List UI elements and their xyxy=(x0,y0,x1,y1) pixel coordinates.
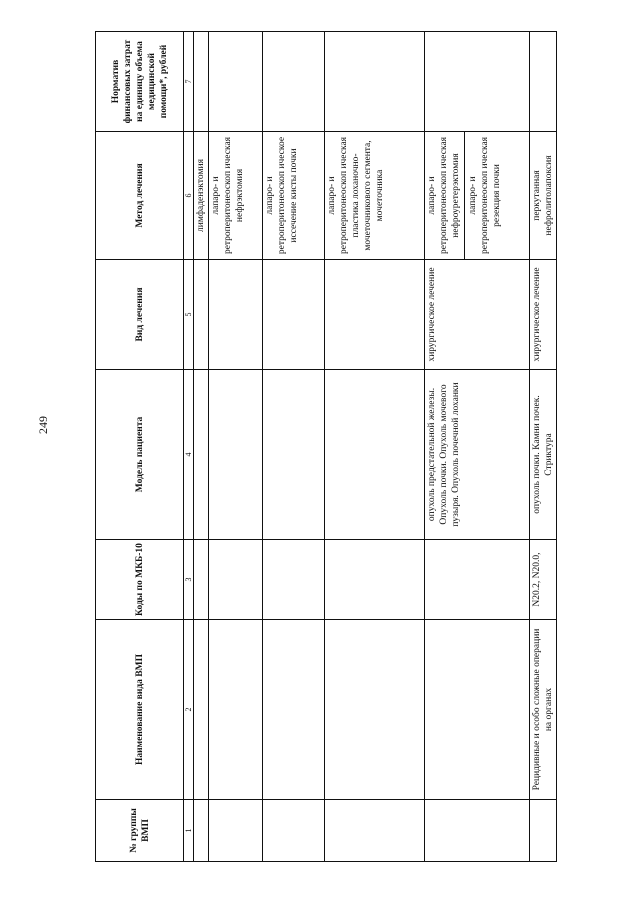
header-codes: Коды по МКБ-10 xyxy=(96,540,184,620)
cell-name xyxy=(325,620,425,800)
header-name: Наименование вида ВМП xyxy=(96,620,184,800)
cell-model: опухоль почки. Камни почек. Стриктура xyxy=(530,370,557,540)
cell-codes xyxy=(425,540,530,620)
cell-type xyxy=(209,260,263,370)
cell-name xyxy=(194,620,209,800)
header-row xyxy=(96,32,184,862)
cell-type xyxy=(325,260,425,370)
cell-cost xyxy=(263,32,325,132)
header-type: Вид лечения xyxy=(96,260,184,370)
cell-method: лапаро- и ретроперитонеоскоп ическое иссечение кисты почки xyxy=(263,132,325,260)
cell-codes xyxy=(325,540,425,620)
cell-cost xyxy=(209,32,263,132)
cell-model xyxy=(263,370,325,540)
cell-method: лапаро- и ретроперитонеоскоп ическая нефрэктомия xyxy=(209,132,263,260)
cell-type: хирургическое лечение xyxy=(425,260,530,370)
cell-method xyxy=(425,132,530,260)
page-number: 249 xyxy=(36,416,50,434)
table-row xyxy=(209,32,263,862)
table-row xyxy=(325,32,425,862)
cell-group xyxy=(209,800,263,862)
cell-name: Рецидивные и особо сложные операции на органах xyxy=(530,620,557,800)
table-row xyxy=(425,32,530,862)
cell-method: лимфаденэктомия xyxy=(194,132,209,260)
cell-type xyxy=(263,260,325,370)
header-method: Метод лечения xyxy=(96,132,184,260)
header-model: Модель пациента xyxy=(96,370,184,540)
cell-codes xyxy=(209,540,263,620)
cell-codes xyxy=(263,540,325,620)
cell-model: опухоль предстательной железы. Опухоль почки. Опухоль мочевого пузыря. Опухоль почечной лоханки xyxy=(425,370,530,540)
column-number: 6 xyxy=(184,132,194,260)
cell-codes xyxy=(194,540,209,620)
cell-group xyxy=(194,800,209,862)
cell-type: хирургическое лечение xyxy=(530,260,557,370)
cell-name xyxy=(263,620,325,800)
cell-method: лапаро- и ретроперитонеоскоп ическая пластика лоханочно-мочеточникового сегмента, мочеточника xyxy=(325,132,425,260)
header-cost: Норматив финансовых затрат на единицу объема медицинской помощи*, рублей xyxy=(96,32,184,132)
column-number: 4 xyxy=(184,370,194,540)
column-number: 3 xyxy=(184,540,194,620)
table-row xyxy=(263,32,325,862)
cell-name xyxy=(425,620,530,800)
cell-type xyxy=(194,260,209,370)
table-row xyxy=(530,32,557,862)
cell-group xyxy=(530,800,557,862)
cell-cost xyxy=(530,32,557,132)
cell-cost xyxy=(325,32,425,132)
cell-group xyxy=(425,800,530,862)
cell-model xyxy=(194,370,209,540)
cell-cost xyxy=(425,32,530,132)
cell-group xyxy=(325,800,425,862)
cell-group xyxy=(263,800,325,862)
cell-method: перкутанная нефролитолапоксия xyxy=(530,132,557,260)
column-number: 1 xyxy=(184,800,194,862)
cell-method-part: лапаро- и ретроперитонеоскоп ическая резекция почки xyxy=(468,136,502,255)
cell-method-part: лапаро- и ретроперитонеоскоп ическая нефроуретерэктомия xyxy=(426,132,465,259)
table-container xyxy=(95,32,567,862)
table-row xyxy=(194,32,209,862)
header-group: № группы ВМП xyxy=(96,800,184,862)
cell-cost xyxy=(194,32,209,132)
column-number: 5 xyxy=(184,260,194,370)
cell-model xyxy=(209,370,263,540)
cell-name xyxy=(209,620,263,800)
treatment-table xyxy=(95,31,557,862)
cell-model xyxy=(325,370,425,540)
cell-codes: N20.2, N20.0, xyxy=(530,540,557,620)
column-number-row xyxy=(184,32,194,862)
column-number: 2 xyxy=(184,620,194,800)
column-number: 7 xyxy=(184,32,194,132)
